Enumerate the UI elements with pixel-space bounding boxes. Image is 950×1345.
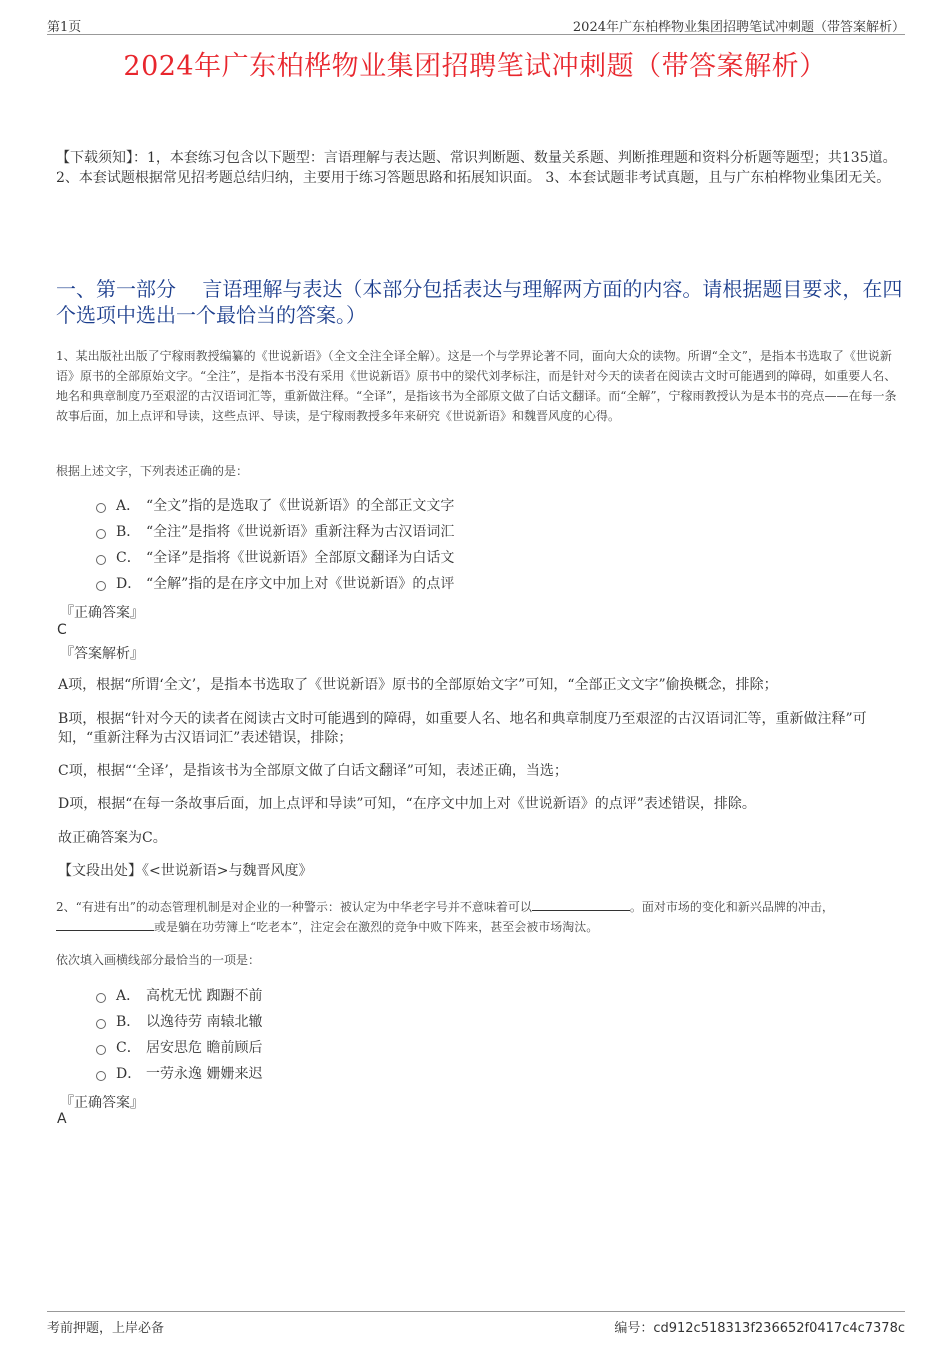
option-b[interactable]: B． “全注”是指将《世说新语》重新注释为古汉语词汇 xyxy=(96,518,454,544)
radio-icon[interactable] xyxy=(96,581,106,591)
radio-icon[interactable] xyxy=(96,503,106,513)
option-d[interactable]: D． 一劳永逸 姗姗来迟 xyxy=(96,1060,262,1086)
option-b[interactable]: B． 以逸待劳 南辕北辙 xyxy=(96,1008,262,1034)
question-2-options xyxy=(96,982,262,1086)
header-doc-title: 2024年广东柏桦物业集团招聘笔试冲刺题（带答案解析） xyxy=(572,20,905,35)
page-title: 2024年广东柏桦物业集团招聘笔试冲刺题（带答案解析） xyxy=(123,51,827,82)
section-title: 一、第一部分 言语理解与表达（本部分包括表达与理解两方面的内容。请根据题目要求，在四个选项中选出一个最恰当的答案。） xyxy=(56,277,903,327)
document-id: 编号：cd912c518313f236652f0417c4c7378c xyxy=(614,1321,905,1336)
option-d[interactable]: D． “全解”指的是在序文中加上对《世说新语》的点评 xyxy=(96,570,454,596)
page-number: 第1页 xyxy=(47,20,82,35)
analysis-a: A项，根据“所谓‘全文’，是指本书选取了《世说新语》原书的全部原始文字”可知，“全部正文文字”偷换概念，排除； xyxy=(58,677,778,693)
fill-blank-2 xyxy=(56,918,154,931)
download-notice: 【下载须知】：1，本套练习包含以下题型：言语理解与表达题、常识判断题、数量关系题、判断推理题和资料分析题等题型；共135道。 2、本套试题根据常见招考题总结归纳，主要用于练习答题思路和拓展知识面。 3、本套试题非考试真题，且与广东柏桦物业集团无关。 xyxy=(56,150,897,186)
analysis-b: B项，根据“针对今天的读者在阅读古文时可能遇到的障碍，如重要人名、地名和典章制度乃至艰涩的古汉语词汇等，重新做注释”可知，“重新注释为古汉语词汇”表述错误，排除； xyxy=(58,711,867,746)
source-citation: 【文段出处】《<世说新语>与魏晋风度》 xyxy=(58,863,313,879)
option-c[interactable]: C． 居安思危 瞻前顾后 xyxy=(96,1034,262,1060)
option-c[interactable]: C． “全译”是指将《世说新语》全部原文翻译为白话文 xyxy=(96,544,454,570)
question-2-prompt: 依次填入画横线部分最恰当的一项是： xyxy=(56,953,261,967)
correct-answer-label: 『正确答案』 xyxy=(60,605,144,621)
option-a[interactable]: A． “全文”指的是选取了《世说新语》的全部正文文字 xyxy=(96,492,454,518)
radio-icon[interactable] xyxy=(96,1071,106,1081)
analysis-c: C项，根据“‘全译’，是指该书为全部原文做了白话文翻译”可知，表述正确，当选； xyxy=(58,763,568,779)
page-header xyxy=(47,12,905,35)
radio-icon[interactable] xyxy=(96,1019,106,1029)
analysis-label: 『答案解析』 xyxy=(60,646,144,662)
question-1-options xyxy=(96,492,454,596)
analysis-d: D项，根据“在每一条故事后面，加上点评和导读”可知，“在序文中加上对《世说新语》的点评”表述错误，排除。 xyxy=(58,796,756,812)
question-1-text: 1、某出版社出版了宁稼雨教授编纂的《世说新语》（全文全注全译全解）。这是一个与学界论著不同，面向大众的读物。所谓“全文”，是指本书选取了《世说新语》原书的全部原始文字。“全注”，是指本书没有采用《世说新语》原书中的梁代刘孝标注，而是针对今天的读者在阅读古文时可能遇到的障碍，如重要人名、地名和典章制度乃至艰涩的古汉语词汇等，重新做注释。“全译”，是指该书为全部原文做了白话文翻译。而“全解”，宁稼雨教授认为是本书的亮点——在每一条故事后面，加上点评和导读，这些点评、导读，是宁稼雨教授多年来研究《世说新语》和魏晋风度的心得。 xyxy=(56,349,897,423)
question-2-text: 2、“有进有出”的动态管理机制是对企业的一种警示：被认定为中华老字号并不意味着可以 。面对市场的变化和新兴品牌的冲击，或是躺在功劳簿上“吃老本”，注定会在激烈的竞争中败下阵来，甚至会被市场淘汰。 xyxy=(56,900,834,934)
analysis-conclusion: 故正确答案为C。 xyxy=(58,830,167,846)
correct-answer: C xyxy=(57,622,67,638)
radio-icon[interactable] xyxy=(96,993,106,1003)
radio-icon[interactable] xyxy=(96,1045,106,1055)
page-footer xyxy=(47,1311,905,1336)
option-a[interactable]: A． 高枕无忧 踟蹰不前 xyxy=(96,982,262,1008)
radio-icon[interactable] xyxy=(96,529,106,539)
footer-slogan: 考前押题，上岸必备 xyxy=(47,1321,165,1336)
question-1-prompt: 根据上述文字，下列表述正确的是： xyxy=(56,464,249,478)
radio-icon[interactable] xyxy=(96,555,106,565)
correct-answer-label: 『正确答案』 xyxy=(60,1095,144,1111)
fill-blank-1 xyxy=(532,898,630,911)
correct-answer: A xyxy=(57,1111,67,1127)
